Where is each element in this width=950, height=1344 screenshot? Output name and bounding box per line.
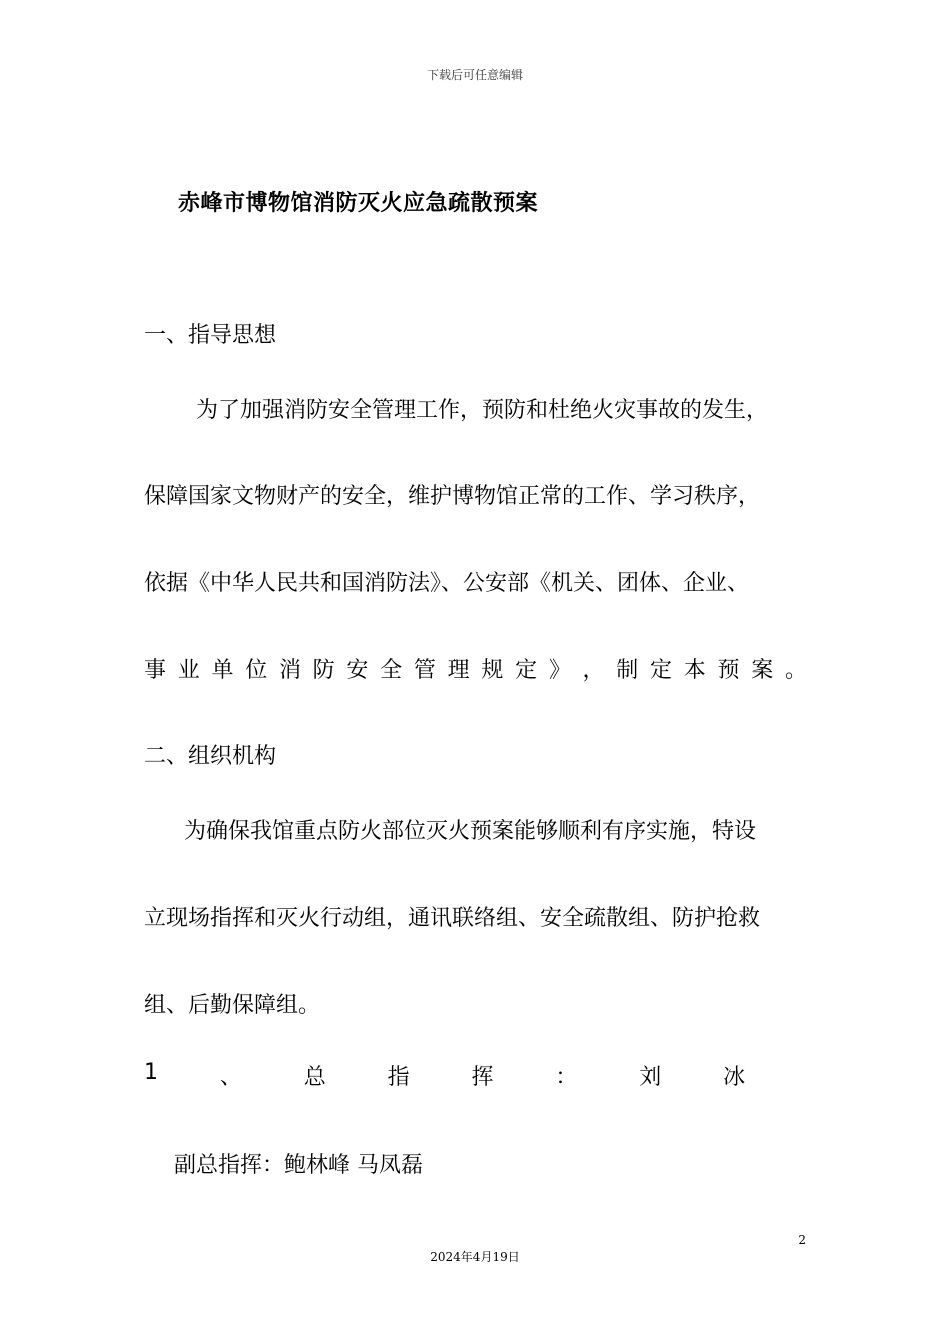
paragraph-line: 立现场指挥和灭火行动组，通讯联络组、安全疏散组、防护抢救: [144, 906, 761, 931]
char: 定: [515, 658, 538, 683]
paragraph-line: 为了加强消防安全管理工作，预防和杜绝火灾事故的发生，: [196, 398, 769, 423]
char: 单: [211, 658, 234, 683]
page-header: 下载后可任意编辑: [426, 68, 523, 82]
char: 制: [616, 658, 639, 683]
char: 刘: [639, 1065, 662, 1090]
section-heading-organization: 二、组织机构: [144, 744, 277, 769]
char: 案: [751, 658, 774, 683]
paragraph-line: 依据《中华人民共和国消防法》、公安部《机关、团体、企业、: [144, 571, 750, 596]
paragraph-line: 组、后勤保障组。: [144, 993, 321, 1018]
char: 1: [144, 1060, 158, 1085]
char: 定: [650, 658, 673, 683]
char: 本: [683, 658, 706, 683]
paragraph-justified-line: [144, 653, 807, 684]
char: 业: [177, 658, 200, 683]
commander-line: [144, 1060, 807, 1091]
page-number: 2: [798, 1233, 806, 1247]
char: 全: [380, 658, 403, 683]
char: 管: [413, 658, 436, 683]
char: ，: [582, 658, 605, 683]
char: 安: [346, 658, 369, 683]
char: 冰: [723, 1065, 746, 1090]
char: 消: [278, 658, 301, 683]
footer-date: 2024年4月19日: [430, 1250, 520, 1264]
char: 、: [219, 1065, 242, 1090]
char: 总: [303, 1065, 326, 1090]
char: 规: [481, 658, 504, 683]
char: 指: [387, 1065, 410, 1090]
char: 挥: [471, 1065, 494, 1090]
char: 》: [548, 658, 571, 683]
char: 位: [245, 658, 268, 683]
document-title: 赤峰市博物馆消防灭火应急疏散预案: [178, 191, 539, 216]
section-heading-guiding-ideology: 一、指导思想: [144, 323, 277, 348]
char: 预: [717, 658, 740, 683]
paragraph-line: 保障国家文物财产的安全，维护博物馆正常的工作、学习秩序，: [144, 484, 761, 509]
deputy-commander-line: 副总指挥：鲍林峰 马凤磊: [174, 1153, 423, 1178]
char: ：: [555, 1065, 578, 1090]
char: 防: [312, 658, 335, 683]
char: 事: [144, 658, 167, 683]
char: 理: [447, 658, 470, 683]
paragraph-line: 为确保我馆重点防火部位灭火预案能够顺利有序实施，特设: [184, 819, 757, 844]
char: 。: [784, 658, 807, 683]
